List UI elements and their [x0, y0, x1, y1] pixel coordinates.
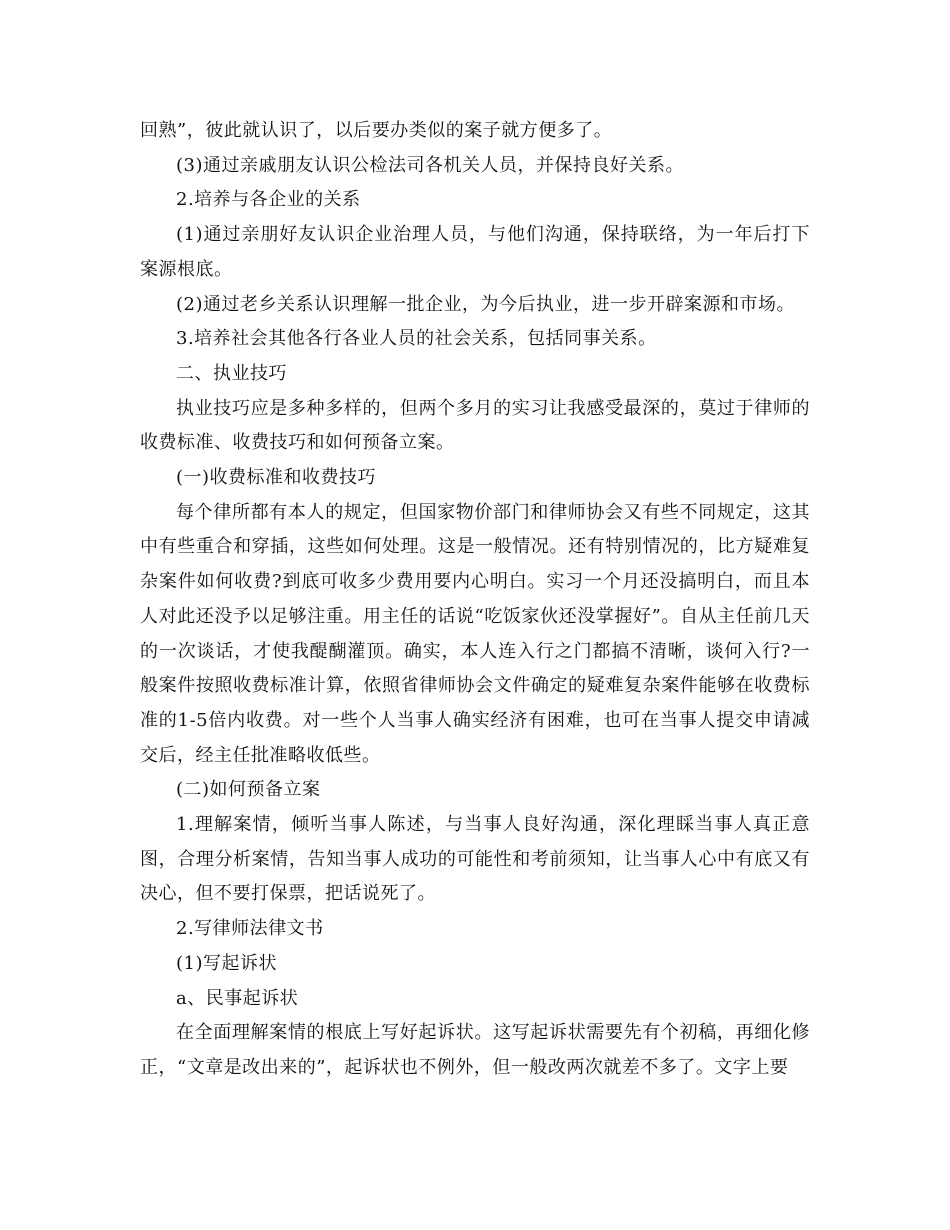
document-body: [140, 114, 810, 1086]
paragraph-list-item: (1)写起诉状: [176, 952, 277, 974]
paragraph-list-item: (3)通过亲戚朋友认识公检法司各机关人员，并保持良好关系。: [176, 154, 684, 176]
subsection-heading: (一)收费标准和收费技巧: [176, 467, 377, 489]
paragraph-list-item: a、民事起诉状: [176, 987, 299, 1009]
chapter-heading: 二、执业技巧: [176, 362, 287, 384]
body-paragraph: 1.理解案情，倾听当事人陈述，与当事人良好沟通，深化理睬当事人真正意图，合理分析案情，告知当事人成功的可能性和考前须知，让当事人心中有底又有决心，但不要打保票，把话说死了。: [140, 814, 810, 905]
section-heading: 2.写律师法律文书: [176, 918, 324, 940]
paragraph-list-item: (1)通过亲朋好友认识企业治理人员，与他们沟通，保持联络，为一年后打下案源根底。: [140, 224, 810, 280]
paragraph-continuation: 回熟”，彼此就认识了，以后要办类似的案子就方便多了。: [140, 120, 613, 141]
subsection-heading: (二)如何预备立案: [176, 779, 321, 801]
body-paragraph: 每个律所都有本人的规定，但国家物价部门和律师协会又有些不同规定，这其中有些重合和穿插，这些如何处理。这是一般情况。还有特别情况的，比方疑难复杂案件如何收费?到底可收多少费用要内心明白。实习一个月还没搞明白，而且本人对此还没予以足够注重。用主任的话说“吃饭家伙还没掌握好”。自从主任前几天的一次谈话，才使我醍醐灌顶。确实，本人连入行之门都搞不清晰，谈何入行?一般案件按照收费标准计算，依照省律师协会文件确定的疑难复杂案件能够在收费标准的1-5倍内收费。对一些个人当事人确实经济有困难，也可在当事人提交申请减交后，经主任批准略收低些。: [140, 501, 810, 766]
body-paragraph: 执业技巧应是多种多样的，但两个多月的实习让我感受最深的，莫过于律师的收费标准、收费技巧和如何预备立案。: [140, 397, 810, 454]
body-paragraph: 在全面理解案情的根底上写好起诉状。这写起诉状需要先有个初稿，再细化修正，“文章是改出来的”，起诉状也不例外，但一般改两次就差不多了。文字上要: [140, 1022, 810, 1078]
section-heading: 2.培养与各企业的关系: [176, 189, 361, 211]
paragraph-list-item: (2)通过老乡关系认识理解一批企业，为今后执业，进一步开辟案源和市场。: [176, 293, 795, 315]
section-heading: 3.培养社会其他各行各业人员的社会关系，包括同事关系。: [176, 328, 657, 350]
